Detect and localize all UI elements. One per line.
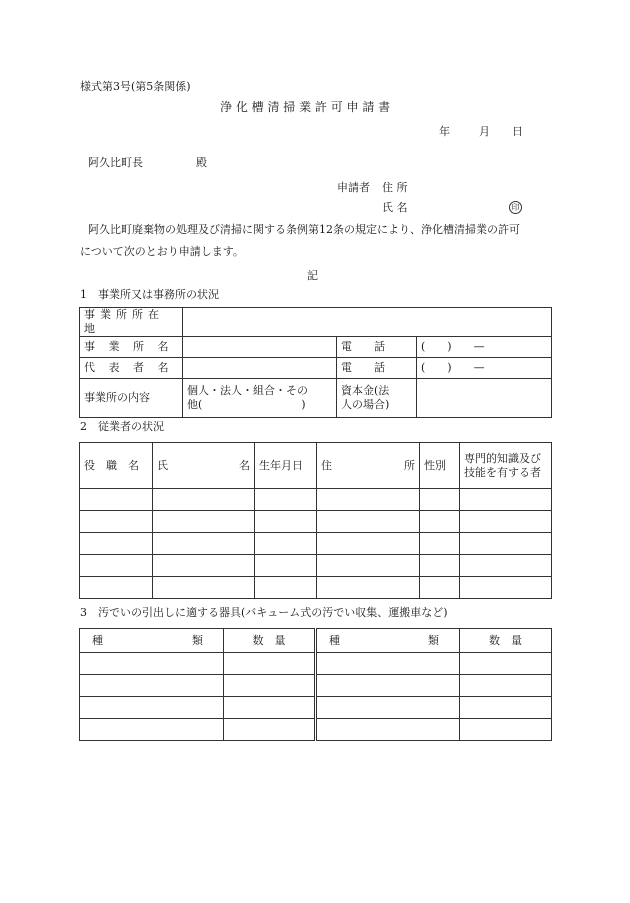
col-birthdate: 生年月日 (255, 443, 317, 489)
table-row (80, 511, 552, 533)
section1-heading: 1 事業所又は事務所の状況 (80, 288, 219, 301)
table-row (80, 577, 552, 599)
office-content-options[interactable] (183, 378, 337, 417)
addressee-honorific: 殿 (196, 156, 207, 169)
office-status-table (79, 307, 552, 418)
applicant-label: 申請者 (337, 181, 370, 194)
capital-field[interactable] (417, 378, 552, 417)
office-phone-label: 電 話 (337, 336, 417, 357)
col-position: 役 職 名 (80, 443, 153, 489)
equipment-table (79, 628, 552, 741)
capital-label-line2: 人の場合) (341, 397, 390, 411)
col-kind-left: 種 類 (80, 629, 224, 653)
col-qty-right: 数 量 (460, 629, 552, 653)
table-header-row (80, 443, 552, 489)
date-day-label: 日 (512, 125, 523, 138)
capital-label (337, 378, 417, 417)
office-location-label: 事業所所在地 (80, 308, 183, 337)
representative-phone-field[interactable]: ( ) — (417, 357, 552, 378)
representative-phone-label: 電 話 (337, 357, 417, 378)
table-row (80, 308, 552, 337)
col-name: 氏 名 (153, 443, 255, 489)
office-location-field[interactable] (183, 308, 552, 337)
col-address: 住 所 (317, 443, 420, 489)
content-options-line2: 他( ) (187, 397, 306, 411)
table-header-row (80, 629, 552, 653)
representative-name-field[interactable] (183, 357, 337, 378)
table-row (80, 719, 552, 741)
table-row (80, 378, 552, 417)
capital-label-line1: 資本金(法 (341, 383, 390, 397)
section2-heading: 2 従業者の状況 (80, 420, 164, 433)
table-row (80, 555, 552, 577)
col-qty-left: 数 量 (224, 629, 316, 653)
representative-name-label: 代 表 者 名 (80, 357, 183, 378)
table-row (80, 675, 552, 697)
office-name-label: 事 業 所 名 (80, 336, 183, 357)
table-row (80, 336, 552, 357)
ki-heading: 記 (307, 269, 318, 282)
date-year-label: 年 (439, 125, 450, 138)
table-row (80, 533, 552, 555)
content-options-line1: 個人・法人・組合・その (187, 383, 308, 397)
date-month-label: 月 (479, 125, 490, 138)
section3-heading: 3 汚でいの引出しに適する器具(バキューム式の汚でい収集、運搬車など) (80, 606, 448, 619)
form-number: 様式第3号(第5条関係) (80, 80, 191, 93)
body-text-line2: について次のとおり申請します。 (80, 245, 244, 258)
applicant-name-label: 氏 名 (382, 201, 408, 214)
table-row (80, 653, 552, 675)
employee-table (79, 442, 552, 599)
body-text-line1: 阿久比町廃棄物の処理及び清掃に関する条例第12条の規定により、浄化槽清掃業の許可 (88, 223, 520, 236)
table-row (80, 489, 552, 511)
col-skill: 専門的知識及び 技能を有する者 (460, 443, 552, 489)
applicant-address-label: 住 所 (382, 181, 408, 194)
table-row (80, 697, 552, 719)
addressee-name: 阿久比町長 (88, 156, 143, 169)
seal-mark: 印 (509, 201, 522, 214)
office-content-label: 事業所の内容 (80, 378, 183, 417)
form-title: 浄 化 槽 清 掃 業 許 可 申 請 書 (220, 100, 391, 114)
col-sex: 性別 (420, 443, 460, 489)
office-phone-field[interactable]: ( ) — (417, 336, 552, 357)
table-row (80, 357, 552, 378)
office-name-field[interactable] (183, 336, 337, 357)
col-kind-right: 種 類 (316, 629, 460, 653)
